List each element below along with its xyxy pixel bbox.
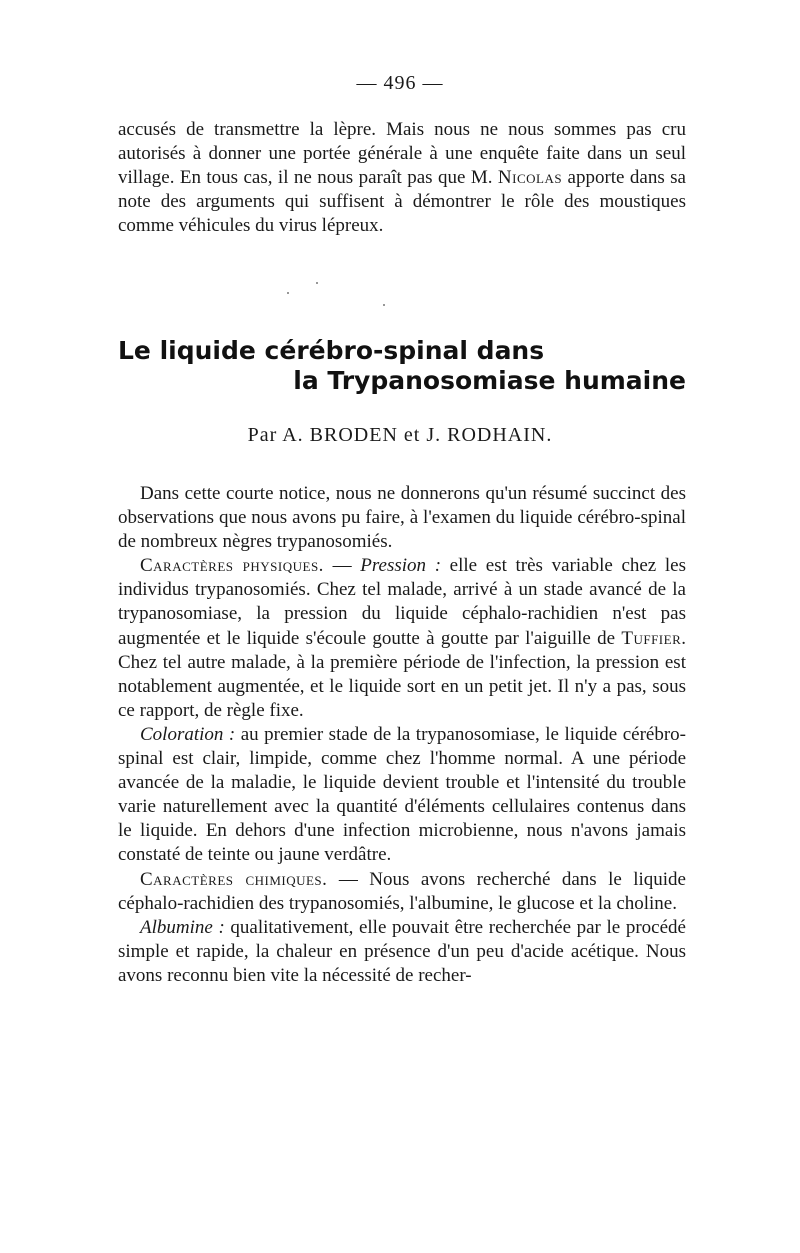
- label-albumine: Albumine :: [140, 916, 225, 938]
- coloration-text: au premier stade de la trypanosomiase, le liquide cérébro-spinal est clair, limpide, comme chez l'homme normal. A une période avancée de la maladie, le liquide devient trouble et l'intensité du trouble varie naturellement avec la quantité d'éléments cellulaires contenus dans le liquide. En dehors d'une infection microbienne, nous n'avons jamais constaté de teinte ou jaune verdâtre.: [118, 723, 686, 866]
- heading-chemical-characteristics: Caractères chimiques.: [140, 868, 328, 890]
- speckle: [287, 292, 289, 294]
- paragraph-intro: Dans cette courte notice, nous ne donnerons qu'un résumé succinct des observations que nous avons pu faire, à l'examen du liquide cérébro-spinal de nombreux nègres trypanosomiés.: [118, 483, 686, 553]
- intro-text: [118, 118, 686, 238]
- intro-paragraph: [118, 118, 686, 238]
- intro-text-end: apporte dans sa note des arguments qui suffisent à démontrer le rôle des moustiques comme véhicules du virus lépreux.: [118, 167, 686, 237]
- paragraph-chemical: [118, 868, 686, 916]
- paragraph-coloration: [118, 723, 686, 868]
- label-coloration: Coloration :: [140, 723, 236, 745]
- author-name-tuffier: Tuffier: [621, 627, 682, 649]
- heading-physical-characteristics: Caractères physiques.: [140, 555, 324, 577]
- dash: —: [323, 555, 361, 577]
- chemical-text: Nous avons recherché dans le liquide céphalo-rachidien des trypanosomiés, l'albumine, le glucose et la choline.: [118, 868, 686, 914]
- albumine-text: qualitativement, elle pouvait être recherchée par le procédé simple et rapide, la chaleur en présence d'un peu d'acide acétique. Nous avons reconnu bien vite la nécessité de recher-: [118, 916, 686, 986]
- article-title-line-2: la Trypanosomiase humaine: [293, 366, 686, 395]
- speckle: [316, 282, 318, 284]
- article-body: [118, 482, 686, 988]
- paragraph-physical: [118, 554, 686, 723]
- article-byline: Par A. BRODEN et J. RODHAIN.: [247, 424, 553, 446]
- pression-text-a: elle est très variable chez les individus trypanosomiés. Chez tel malade, arrivé à un stade avancé de la trypanosomiase, la pression du liquide céphalo-rachidien n'est pas augmentée et le liquide s'écoule goutte à goutte par l'aiguille de: [118, 555, 687, 649]
- page-number: — 496 —: [356, 72, 444, 94]
- scan-speckles: [0, 270, 800, 310]
- author-name-nicolas: Nicolas: [497, 167, 563, 189]
- pression-text-b: . Chez tel autre malade, à la première période de l'infection, la pression est notablement augmentée, et le liquide sort en un petit jet. Il n'y a pas, sous ce rapport, de règle fixe.: [118, 627, 686, 721]
- paragraph-albumine: [118, 916, 686, 988]
- dash: —: [327, 868, 370, 890]
- label-pression: Pression :: [360, 555, 442, 577]
- article-title-line-1: Le liquide cérébro-spinal dans: [118, 336, 545, 365]
- intro-text-start: accusés de transmettre la lèpre. Mais nous ne nous sommes pas cru autorisés à donner une portée générale à une enquête faite dans un seul village. En tous cas, il ne nous paraît pas que M.: [118, 119, 686, 189]
- speckle: [383, 304, 385, 306]
